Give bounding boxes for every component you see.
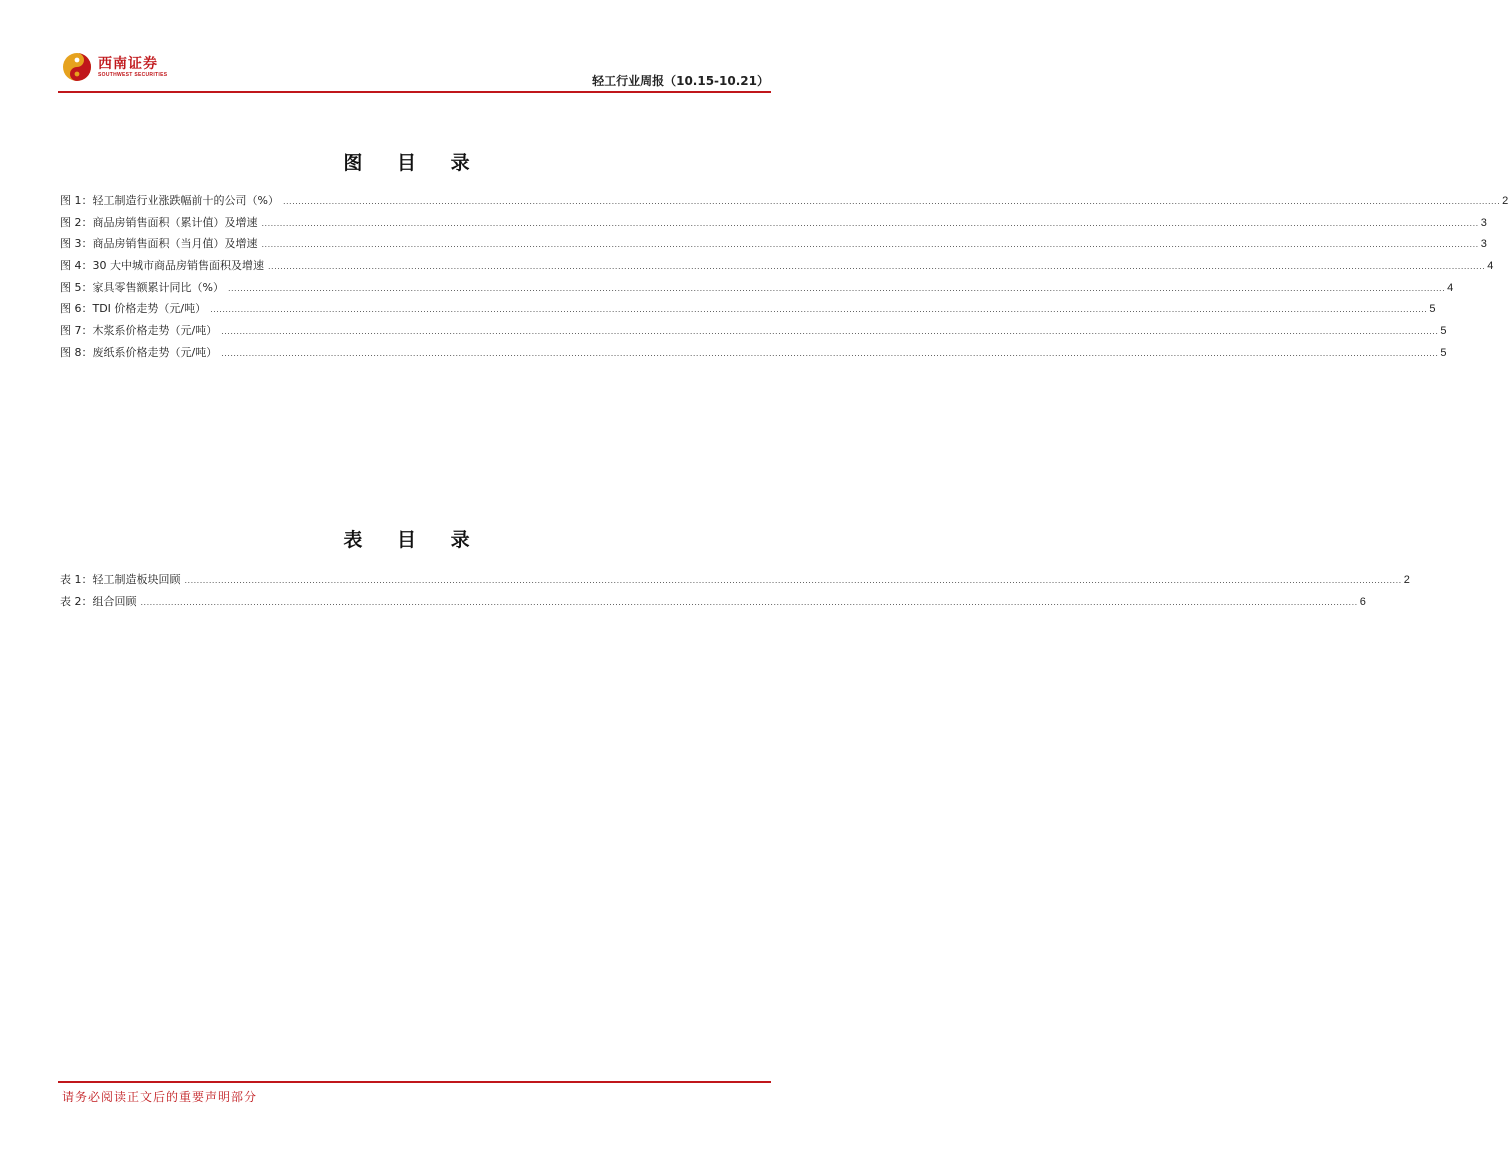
toc-leader-dots: ................................................................................................................................................................................................................................................................................................................................................................................................................ <box>210 305 1428 315</box>
toc-entry-page: 3 <box>1480 238 1487 251</box>
table-toc-title: 表 目 录 <box>343 529 484 551</box>
toc-entry[interactable] <box>60 344 1447 366</box>
company-logo <box>62 50 167 84</box>
toc-entry[interactable] <box>60 214 1487 236</box>
toc-entry-page: 2 <box>1403 574 1410 586</box>
toc-entry-page: 3 <box>1480 216 1487 229</box>
toc-entry-label: 表 2：组合回顾 <box>60 594 137 608</box>
toc-entry[interactable] <box>60 235 1487 257</box>
toc-leader-dots: ................................................................................................................................................................................................................................................................................................................................................................................................................ <box>261 218 1479 228</box>
toc-entry-label: 图 4：30 大中城市商品房销售面积及增速 <box>60 259 264 273</box>
toc-entry-page: 2 <box>1502 195 1508 207</box>
footer-disclaimer: 请务必阅读正文后的重要声明部分 <box>62 1090 258 1104</box>
toc-leader-dots: ................................................................................................................................................................................................................................................................................................................................................................................................................ <box>282 197 1501 206</box>
report-title: 轻工行业周报（10.15-10.21） <box>592 74 769 88</box>
toc-entry[interactable] <box>60 593 1366 615</box>
toc-entry-label: 图 2：商品房销售面积（累计值）及增速 <box>60 215 258 229</box>
toc-entry-page: 6 <box>1359 595 1366 608</box>
logo-mark-icon <box>62 52 92 82</box>
toc-entry[interactable] <box>60 279 1454 301</box>
toc-entry[interactable] <box>60 571 1410 593</box>
toc-entry[interactable] <box>60 322 1447 344</box>
toc-leader-dots: ................................................................................................................................................................................................................................................................................................................................................................................................................ <box>227 283 1446 293</box>
logo-english-name: SOUTHWEST SECURITIES <box>98 71 168 78</box>
toc-entry-label: 图 7：木浆系价格走势（元/吨） <box>60 324 218 338</box>
page-header <box>58 44 771 94</box>
toc-leader-dots: ................................................................................................................................................................................................................................................................................................................................................................................................................ <box>268 262 1486 272</box>
toc-entry-page: 5 <box>1440 325 1447 338</box>
toc-leader-dots: ................................................................................................................................................................................................................................................................................................................................................................................................................ <box>221 327 1439 337</box>
toc-entry-label: 表 1：轻工制造板块回顾 <box>60 573 181 586</box>
toc-entry-label: 图 3：商品房销售面积（当月值）及增速 <box>60 237 258 251</box>
table-toc-list <box>60 571 1410 614</box>
toc-leader-dots: ................................................................................................................................................................................................................................................................................................................................................................................................................ <box>140 597 1358 607</box>
toc-leader-dots: ................................................................................................................................................................................................................................................................................................................................................................................................................ <box>261 240 1479 250</box>
header-divider <box>58 91 771 93</box>
toc-leader-dots: ................................................................................................................................................................................................................................................................................................................................................................................................................ <box>221 348 1439 358</box>
toc-entry[interactable] <box>60 257 1494 279</box>
toc-entry-label: 图 5：家具零售额累计同比（%） <box>60 280 224 294</box>
footer-divider <box>58 1081 771 1083</box>
toc-entry-page: 4 <box>1447 281 1454 294</box>
toc-entry[interactable] <box>60 300 1436 322</box>
toc-entry-page: 5 <box>1429 303 1436 316</box>
logo-chinese-name: 西南证券 <box>98 55 158 72</box>
toc-entry-page: 5 <box>1440 346 1447 359</box>
figure-toc-title: 图 目 录 <box>343 152 484 174</box>
toc-entry-page: 4 <box>1487 260 1494 273</box>
toc-entry-label: 图 6：TDI 价格走势（元/吨） <box>60 302 207 316</box>
toc-entry-label: 图 8：废纸系价格走势（元/吨） <box>60 345 218 359</box>
toc-entry-label: 图 1：轻工制造行业涨跌幅前十的公司（%） <box>60 194 279 207</box>
toc-entry[interactable] <box>60 192 1508 214</box>
toc-leader-dots: ................................................................................................................................................................................................................................................................................................................................................................................................................ <box>184 576 1402 585</box>
figure-toc-list <box>60 192 1508 366</box>
